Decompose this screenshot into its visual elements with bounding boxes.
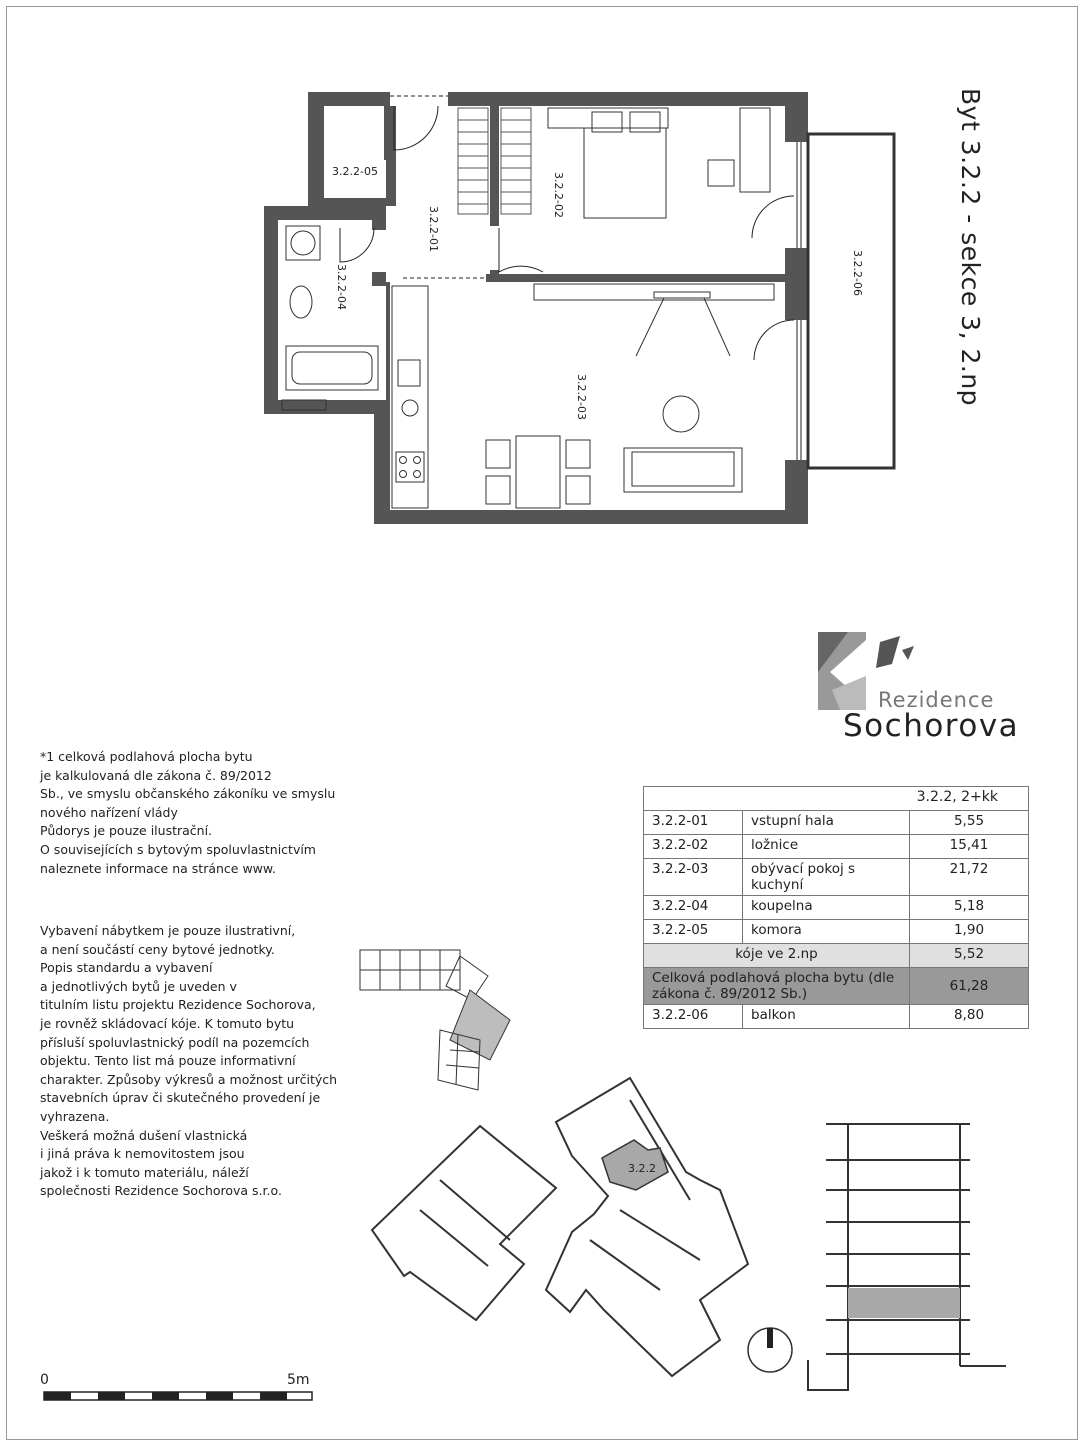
area-table [643,786,1029,1029]
note-line: Sb., ve smyslu občanského zákoníku ve smyslu [40,786,336,802]
room-area: 1,90 [910,920,1029,944]
room-name: koupelna [743,896,910,920]
section-highlight-floor [848,1288,960,1318]
table-row [644,896,1029,920]
balcony [808,134,894,468]
room-code: 3.2.2-05 [644,920,743,944]
notes-block-1 [40,748,360,878]
scale-bar [44,1392,312,1400]
koje-label: kóje ve 2.np [644,944,910,968]
bedroom-furniture [548,108,770,218]
room-label-06: 3.2.2-06 [851,250,864,296]
room-label-01: 3.2.2-01 [427,206,440,252]
note-line: Popis standardu a vybavení [40,960,213,976]
note-line: Vybavení nábytkem je pouze ilustrativní, [40,923,296,938]
site-plan [372,1078,748,1376]
logo-line2: Sochorova [843,708,1020,744]
note-line: charakter. Způsoby výkresů a možnost určitých [40,1071,338,1087]
note-line: je kalkulovaná dle zákona č. 89/2012 [40,767,272,783]
note-line: a není součástí ceny bytové jednotky. [40,941,275,957]
scale-end-label: 5m [287,1372,310,1388]
note-line: vyhrazena. [40,1108,110,1124]
room-name: obývací pokoj s kuchyní [743,859,910,896]
note-line: společnosti Rezidence Sochorova s.r.o. [40,1183,282,1199]
room-code: 3.2.2-06 [644,1005,743,1029]
north-arrow-icon [748,1328,792,1372]
living-furniture [486,284,774,508]
plan-title: Byt 3.2.2 - sekce 3, 2.np [956,88,985,407]
note-line: *1 celková podlahová plocha bytu [40,749,253,764]
room-name: komora [743,920,910,944]
note-line: je rovněž skládovací kóje. K tomuto bytu [40,1015,295,1031]
key-plan-grid [360,950,510,1090]
total-area: 61,28 [910,968,1029,1005]
note-line: titulním listu projektu Rezidence Sochorova, [40,997,316,1013]
note-line: Veškerá možná dušení vlastnická [40,1127,248,1143]
room-name: ložnice [743,835,910,859]
inner-walls [278,92,808,524]
note-line: Půdorys je pouze ilustrační. [40,823,213,839]
table-row-total [644,968,1029,1005]
notes-block-2 [40,922,360,1201]
table-row [644,811,1029,835]
note-line: nového nařízení vlády [40,804,178,820]
room-area: 8,80 [910,1005,1029,1029]
total-label: Celková podlahová plocha bytu (dle zákona č. 89/2012 Sb.) [644,968,910,1005]
koje-area: 5,52 [910,944,1029,968]
table-row-koje [644,944,1029,968]
room-label-04: 3.2.2-04 [335,264,348,310]
note-line: stavebních úprav či skutečného provedení je [40,1090,321,1106]
room-code: 3.2.2-02 [644,835,743,859]
room-area: 5,18 [910,896,1029,920]
scale-start-label: 0 [40,1372,49,1388]
section-elevation [808,1124,1006,1390]
kitchen-counter [392,286,428,508]
room-label-05: 3.2.2-05 [332,165,378,178]
table-row-balcony [644,1005,1029,1029]
room-label-03: 3.2.2-03 [575,374,588,420]
room-name: vstupní hala [743,811,910,835]
room-area: 21,72 [910,859,1029,896]
bathroom-fixtures [282,226,378,410]
table-row [644,859,1029,896]
room-code: 3.2.2-01 [644,811,743,835]
room-code: 3.2.2-03 [644,859,743,896]
room-area: 15,41 [910,835,1029,859]
note-line: naleznete informace na stránce www. [40,860,276,876]
logo-line1: Rezidence [878,688,995,712]
room-code: 3.2.2-04 [644,896,743,920]
note-line: i jiná práva k nemovitostem jsou [40,1146,245,1162]
room-name: balkon [743,1005,910,1029]
note-line: a jednotlivých bytů je uveden v [40,978,237,994]
room-area: 5,55 [910,811,1029,835]
note-line: jakož i k tomuto materiálu, náleží [40,1164,249,1180]
note-line: O souvisejících s bytovým spoluvlastnictvím [40,841,316,857]
table-header: 3.2.2, 2+kk [644,787,1029,811]
site-plan-label: 3.2.2 [628,1162,656,1175]
door-swings [340,96,794,360]
table-header-row [644,787,1029,811]
room-label-02: 3.2.2-02 [552,172,565,218]
table-row [644,920,1029,944]
note-line: přísluší spoluvlastnický podíl na pozemcích [40,1034,310,1050]
note-line: objektu. Tento list má pouze informativní [40,1053,296,1069]
table-row [644,835,1029,859]
